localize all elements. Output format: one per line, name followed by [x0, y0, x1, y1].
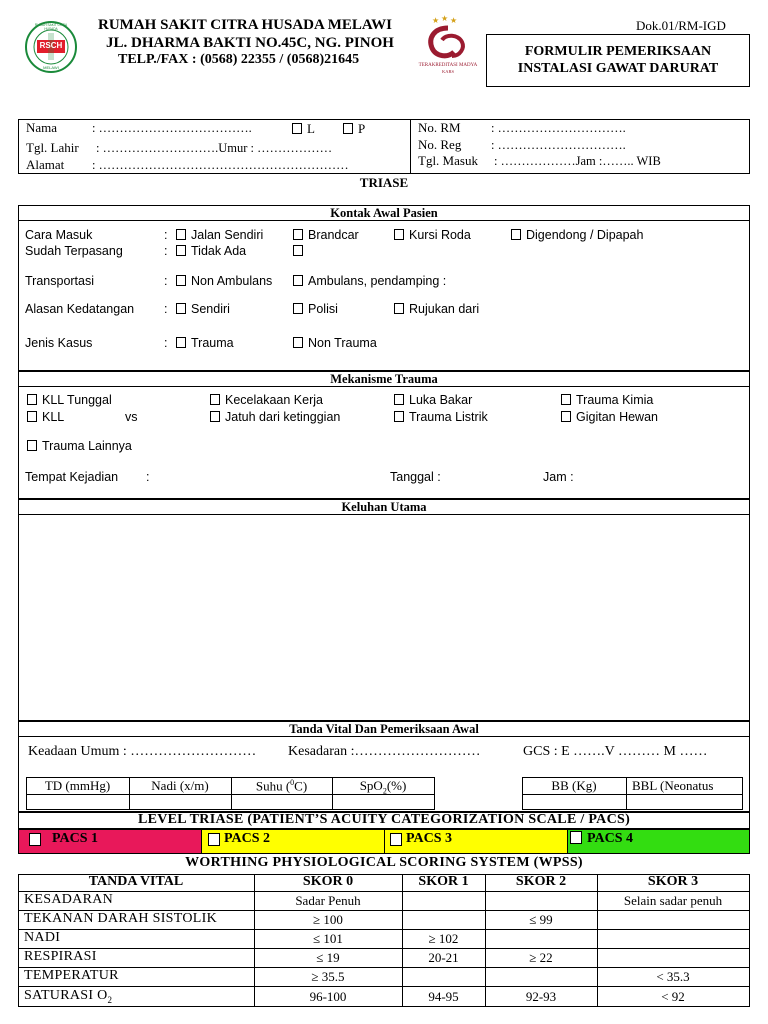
no-rm-label: No. RM	[418, 120, 461, 135]
wpss-cell: ≤ 19	[316, 950, 340, 965]
listrik-option[interactable]: Trauma Listrik	[394, 410, 488, 424]
pacs-2-cell[interactable]	[202, 830, 385, 853]
triase-label: TRIASE	[359, 175, 409, 190]
pacs-2-label: PACS 2	[224, 831, 271, 846]
wpss-title: WORTHING PHYSIOLOGICAL SCORING SYSTEM (WPSS)	[185, 855, 583, 870]
kll-tunggal-option[interactable]: KLL Tunggal	[27, 393, 112, 407]
vital-title: Tanda Vital Dan Pemeriksaan Awal	[18, 721, 750, 737]
luka-bakar-checkbox[interactable]	[394, 394, 404, 405]
hospital-phone: TELP./FAX : (0568) 22355 / (0568)21645	[118, 52, 360, 67]
kll-option[interactable]: KLL	[27, 410, 64, 424]
hospital-name: RUMAH SAKIT CITRA HUSADA MELAWI	[98, 17, 392, 33]
bbl-header: BBL (Neonatus	[632, 778, 714, 793]
sendiri-option[interactable]: Sendiri	[176, 302, 230, 316]
wpss-cell: < 35.3	[656, 969, 690, 984]
form-title-line2: INSTALASI GAWAT DARURAT	[517, 61, 719, 76]
cara-jalan-checkbox[interactable]	[176, 229, 186, 240]
nadi-header: Nadi (x/m)	[151, 778, 209, 793]
non-ambulans-checkbox[interactable]	[176, 275, 186, 286]
transportasi-colon: :	[164, 274, 168, 288]
jatuh-option[interactable]: Jatuh dari ketinggian	[210, 410, 340, 424]
cara-kursi-option[interactable]: Kursi Roda	[394, 228, 471, 242]
tgl-lahir-field[interactable]: : ……………………….Umur : ………………	[96, 141, 333, 155]
doc-code: Dok.01/RM-IGD	[636, 18, 726, 33]
tgl-masuk-field[interactable]: : ………………Jam :…….. WIB	[494, 154, 661, 168]
kontak-title: Kontak Awal Pasien	[18, 205, 750, 221]
logo-ring-bottom: MELAWI	[43, 65, 59, 70]
no-reg-field[interactable]: : ………………………….	[491, 138, 626, 152]
sex-p-option[interactable]: P	[343, 121, 365, 137]
lainnya-checkbox[interactable]	[27, 440, 37, 451]
terpasang-other-option[interactable]	[293, 244, 308, 258]
spo2-header: SpO$_2$(%)	[359, 778, 407, 796]
ambulans-checkbox[interactable]	[293, 275, 303, 286]
keluhan-title: Keluhan Utama	[18, 499, 750, 515]
vitals-grid	[26, 777, 743, 810]
wpss-cell: ≤ 99	[529, 912, 553, 927]
no-rm-field[interactable]: : ………………………….	[491, 121, 626, 135]
kimia-option[interactable]: Trauma Kimia	[561, 393, 653, 407]
cara-jalan-option[interactable]: Jalan Sendiri	[176, 228, 263, 242]
wpss-header-skor2: SKOR 2	[515, 874, 567, 889]
rujukan-option[interactable]: Rujukan dari	[394, 302, 479, 316]
pacs-row	[18, 829, 750, 854]
polisi-option[interactable]: Polisi	[293, 302, 338, 316]
polisi-checkbox[interactable]	[293, 303, 303, 314]
mekanisme-box	[18, 371, 750, 499]
nama-label: Nama	[26, 120, 58, 135]
wpss-cell: < 92	[661, 989, 685, 1004]
alamat-field[interactable]: : ……………………………………………………	[92, 158, 349, 172]
tidak-ada-option[interactable]: Tidak Ada	[176, 244, 246, 258]
form-title-line1: FORMULIR PEMERIKSAAN	[524, 44, 712, 59]
sex-l-checkbox[interactable]	[292, 123, 302, 134]
sudah-terpasang-label: Sudah Terpasang	[25, 244, 123, 258]
kimia-checkbox[interactable]	[561, 394, 571, 405]
kerja-option[interactable]: Kecelakaan Kerja	[210, 393, 323, 407]
tidak-ada-checkbox[interactable]	[176, 245, 186, 256]
jenis-kasus-label: Jenis Kasus	[25, 336, 93, 350]
cara-brandcar-checkbox[interactable]	[293, 229, 303, 240]
keadaan-umum-field[interactable]: Keadaan Umum : ………………………	[28, 744, 257, 759]
luka-bakar-option[interactable]: Luka Bakar	[394, 393, 472, 407]
tempat-label: Tempat Kejadian	[25, 470, 119, 484]
tanggal-label: Tanggal :	[390, 470, 441, 484]
pacs-3-cell[interactable]	[385, 830, 568, 853]
accreditation-sub: KARS	[441, 69, 454, 74]
pacs-1-cell[interactable]	[19, 830, 202, 853]
terpasang-other-checkbox[interactable]	[293, 245, 303, 256]
transportasi-label: Transportasi	[25, 274, 95, 288]
wpss-row-nadi: NADI	[24, 930, 61, 945]
sex-l-option[interactable]: L	[292, 121, 315, 137]
cara-kursi-checkbox[interactable]	[394, 229, 404, 240]
wpss-table	[18, 874, 750, 1010]
pacs-1-label: PACS 1	[52, 831, 99, 846]
accreditation-text: TERAKREDITASI MADYA	[418, 63, 478, 68]
no-reg-label: No. Reg	[418, 137, 462, 152]
sendiri-checkbox[interactable]	[176, 303, 186, 314]
td-header: TD (mmHg)	[44, 778, 111, 793]
wpss-cell: ≥ 35.5	[311, 969, 345, 984]
kerja-checkbox[interactable]	[210, 394, 220, 405]
pacs-2-checkbox[interactable]	[208, 833, 220, 846]
wpss-row-tekanan-darah: TEKANAN DARAH SISTOLIK	[24, 911, 218, 926]
wpss-header-skor1: SKOR 1	[418, 874, 469, 889]
level-triase-title: LEVEL TRIASE (PATIENT’S ACUITY CATEGORIZATION SCALE / PACS)	[137, 812, 631, 827]
cara-masuk-colon: :	[164, 228, 168, 242]
wpss-cell: 20-21	[428, 950, 459, 965]
ambulans-option[interactable]: Ambulans, pendamping :	[293, 274, 446, 288]
jenis-kasus-colon: :	[164, 336, 168, 350]
logo-ring-top: RUMAH SAKIT CITRA HUSADA	[34, 23, 68, 31]
pacs-4-label: PACS 4	[587, 831, 634, 846]
gigitan-checkbox[interactable]	[561, 411, 571, 422]
non-ambulans-option[interactable]: Non Ambulans	[176, 274, 272, 288]
cara-digendong-option[interactable]: Digendong / Dipapah	[511, 228, 643, 242]
pacs-4-cell[interactable]	[568, 830, 749, 853]
sudah-terpasang-colon: :	[164, 244, 168, 258]
kll-checkbox[interactable]	[27, 411, 37, 422]
wpss-row-saturasi: SATURASI $O_2$	[24, 988, 113, 1005]
wpss-header-skor3: SKOR 3	[647, 874, 699, 889]
sex-p-checkbox[interactable]	[343, 123, 353, 134]
svg-text:★: ★	[441, 14, 449, 23]
wpss-header-tanda: TANDA VITAL	[88, 874, 184, 889]
hospital-logo	[20, 20, 82, 74]
wpss-row-temperatur: TEMPERATUR	[24, 968, 119, 983]
wpss-cell: ≥ 102	[428, 931, 459, 946]
pacs-3-checkbox[interactable]	[390, 833, 402, 846]
jam-label: Jam :	[543, 470, 574, 484]
wpss-cell: ≥ 100	[313, 912, 343, 927]
cara-masuk-label: Cara Masuk	[25, 228, 93, 242]
alasan-colon: :	[164, 302, 168, 316]
logo-text: RSCH	[39, 41, 63, 50]
svg-text:★: ★	[432, 16, 440, 25]
wpss-cell: 96-100	[309, 989, 347, 1004]
kesadaran-field[interactable]: Kesadaran :………………………	[288, 744, 481, 759]
hospital-address: JL. DHARMA BAKTI NO.45C, NG. PINOH	[106, 35, 394, 51]
tgl-masuk-label: Tgl. Masuk	[418, 153, 478, 168]
suhu-header: Suhu ($^0$C)	[255, 778, 308, 794]
wpss-row-respirasi: RESPIRASI	[24, 949, 97, 964]
non-trauma-checkbox[interactable]	[293, 337, 303, 348]
svg-text:★: ★	[450, 16, 458, 25]
alasan-label: Alasan Kedatangan	[25, 302, 135, 316]
cara-digendong-checkbox[interactable]	[511, 229, 521, 240]
jatuh-checkbox[interactable]	[210, 411, 220, 422]
gcs-field[interactable]: GCS : E …….V ……… M ……	[523, 744, 708, 759]
kll-tunggal-checkbox[interactable]	[27, 394, 37, 405]
wpss-cell: 94-95	[428, 989, 459, 1004]
trauma-option[interactable]: Trauma	[176, 336, 234, 350]
trauma-checkbox[interactable]	[176, 337, 186, 348]
kll-vs-label: vs	[125, 410, 138, 424]
wpss-cell: ≤ 101	[313, 931, 343, 946]
gigitan-option[interactable]: Gigitan Hewan	[561, 410, 658, 424]
cara-brandcar-option[interactable]: Brandcar	[293, 228, 359, 242]
bb-header: BB (Kg)	[551, 778, 597, 793]
pacs-4-checkbox[interactable]	[570, 831, 582, 844]
mekanisme-title: Mekanisme Trauma	[18, 371, 750, 387]
wpss-cell: Selain sadar penuh	[623, 893, 723, 908]
wpss-header-skor0: SKOR 0	[302, 874, 354, 889]
listrik-checkbox[interactable]	[394, 411, 404, 422]
keluhan-box[interactable]	[18, 499, 750, 721]
non-trauma-option[interactable]: Non Trauma	[293, 336, 377, 350]
wpss-row-kesadaran: KESADARAN	[24, 892, 114, 907]
nama-field[interactable]: : ……………………………….	[92, 121, 252, 135]
pacs-3-label: PACS 3	[406, 831, 453, 846]
wpss-cell: 92-93	[525, 989, 557, 1004]
rujukan-checkbox[interactable]	[394, 303, 404, 314]
wpss-cell: ≥ 22	[529, 950, 553, 965]
pacs-1-checkbox[interactable]	[29, 833, 41, 846]
wpss-cell: Sadar Penuh	[295, 893, 361, 908]
tempat-colon: :	[146, 470, 150, 484]
tgl-lahir-label: Tgl. Lahir	[26, 140, 79, 155]
lainnya-option[interactable]: Trauma Lainnya	[27, 439, 132, 453]
alamat-label: Alamat	[26, 157, 65, 172]
accreditation-logo	[412, 14, 484, 74]
form-title-box	[486, 34, 750, 87]
